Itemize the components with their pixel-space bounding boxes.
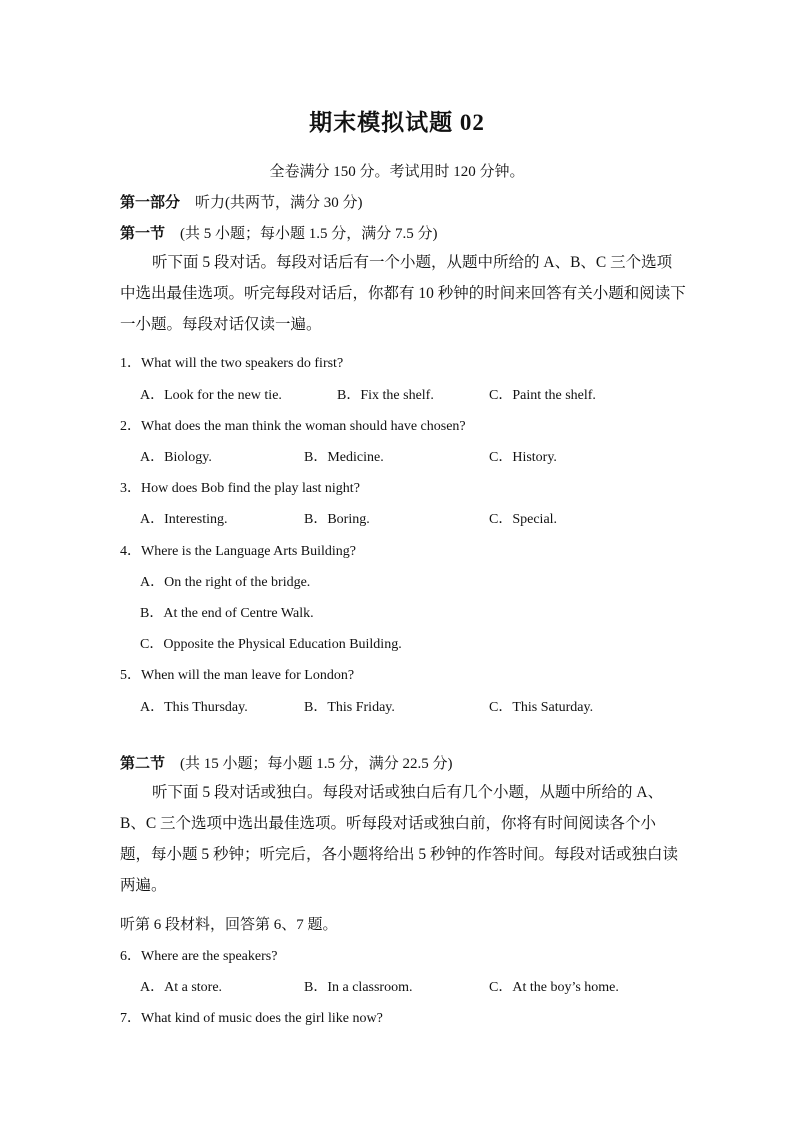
question-2: 2．What does the man think the woman should have chosen? — [120, 419, 466, 434]
section2-heading-rest: (共 15 小题；每小题 1.5 分，满分 22.5 分) — [165, 756, 453, 772]
q5-option-c: C．This Saturday. — [489, 700, 594, 715]
question-3: 3．How does Bob find the play last night? — [120, 481, 360, 496]
section2-instructions: 听下面 5 段对话或独白。每段对话或独白后有几个小题，从题中所给的 A、B、C 三个选项中选出最佳选项。听每段对话或独白前，你将有时间阅读各个小题，每小题 5 秒钟；听完后，各小题将给出 5 秒钟的作答时间。每段对话或独白读两遍。 — [120, 784, 679, 894]
question-1: 1．What will the two speakers do first? — [120, 356, 344, 371]
q3-option-c: C．Special. — [489, 512, 558, 527]
q1-option-c: C．Paint the shelf. — [489, 388, 596, 403]
q1-option-b: B．Fix the shelf. — [337, 388, 434, 403]
section1-heading-rest: (共 5 小题；每小题 1.5 分，满分 7.5 分) — [165, 226, 438, 242]
q1-option-a: A．Look for the new tie. — [140, 388, 282, 403]
question-4: 4．Where is the Language Arts Building? — [120, 544, 356, 559]
section2-heading — [120, 752, 453, 773]
exam-title: 期末模拟试题 02 — [309, 110, 485, 135]
q6-option-c: C．At the boy’s home. — [489, 980, 619, 995]
q2-option-c: C．History. — [489, 450, 557, 465]
q4-option-c: C．Opposite the Physical Education Building. — [140, 637, 402, 652]
exam-subtitle: 全卷满分 150 分。考试用时 120 分钟。 — [269, 164, 525, 180]
question-7: 7．What kind of music does the girl like now? — [120, 1011, 383, 1026]
q5-option-a: A．This Thursday. — [140, 700, 248, 715]
section1-instructions: 听下面 5 段对话。每段对话后有一个小题，从题中所给的 A、B、C 三个选项中选出最佳选项。听完每段对话后，你都有 10 秒钟的时间来回答有关小题和阅读下一小题。每段对话仅读一遍。 — [120, 254, 686, 333]
q5-option-b: B．This Friday. — [304, 700, 395, 715]
section1-heading-bold: 第一节 — [120, 226, 166, 242]
q6-option-b: B．In a classroom. — [304, 980, 413, 995]
q2-option-a: A．Biology. — [140, 450, 212, 465]
part1-heading-rest: 听力(共两节，满分 30 分) — [180, 195, 363, 211]
q3-option-a: A．Interesting. — [140, 512, 228, 527]
q6-option-a: A．At a store. — [140, 980, 223, 995]
q4-option-b: B．At the end of Centre Walk. — [140, 606, 314, 621]
section1-heading — [120, 222, 438, 243]
question-6: 6．Where are the speakers? — [120, 949, 278, 964]
part1-heading — [120, 191, 363, 212]
q3-option-b: B．Boring. — [304, 512, 370, 527]
part1-heading-bold: 第一部分 — [120, 195, 181, 211]
q4-option-a: A．On the right of the bridge. — [140, 575, 311, 590]
q2-option-b: B．Medicine. — [304, 450, 384, 465]
material-6-heading: 听第 6 段材料，回答第 6、7 题。 — [120, 917, 338, 933]
question-5: 5．When will the man leave for London? — [120, 668, 355, 683]
section2-heading-bold: 第二节 — [120, 756, 166, 772]
